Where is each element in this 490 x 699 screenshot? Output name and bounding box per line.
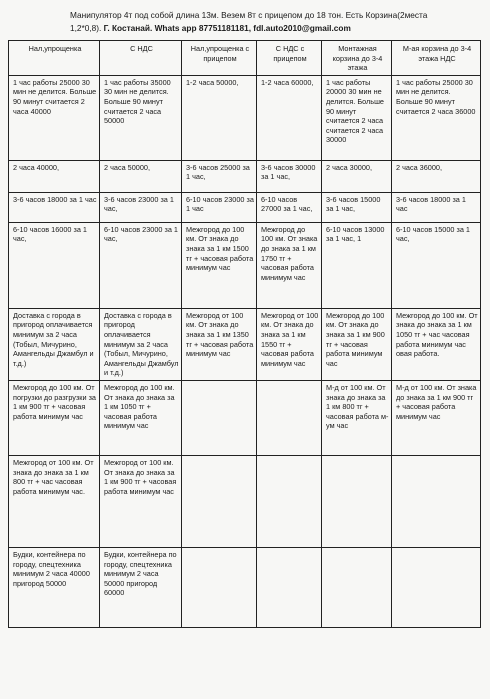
table-cell: Доставка с города в пригород оплачивается минимум за 2 часа (Тобыл, Мичурино, Амангельды Джамбул и т.д.) xyxy=(9,308,100,380)
table-cell xyxy=(257,380,322,455)
table-row xyxy=(9,75,481,160)
table-cell: Межгород до 100 км. От знака до знака за 1 км 1500 тг + часовая работа минимум час xyxy=(182,222,257,308)
column-header: С НДС xyxy=(100,41,182,76)
column-header: М-ая корзина до 3-4 этажа НДС xyxy=(392,41,481,76)
table-row xyxy=(9,380,481,455)
table-cell: 6-10 часов 16000 за 1 час, xyxy=(9,222,100,308)
table-cell xyxy=(322,547,392,627)
table-cell: Межгород до 100 км. От знака до знака за 1 км 1750 тг + часовая работа минимум час xyxy=(257,222,322,308)
table-header-row xyxy=(9,41,481,76)
table-row xyxy=(9,192,481,222)
table-row xyxy=(9,160,481,192)
table-cell xyxy=(182,547,257,627)
table-cell: Доставка с города в пригород оплачивается минимум за 2 часа (Тобыл, Мичурино, Амангельды Джамбул и т.д.) xyxy=(100,308,182,380)
table-cell: Межгород до 100 км. От знака до знака за 1 км 900 тг + часовая работа минимум час xyxy=(322,308,392,380)
table-cell: Межгород от 100 км. От знака до знака за 1 км 900 тг + часовая работа минимум час xyxy=(100,455,182,547)
column-header: Нал,упрощенка с прицепом xyxy=(182,41,257,76)
table-cell: 3-6 часов 30000 за 1 час, xyxy=(257,160,322,192)
table-cell xyxy=(182,455,257,547)
header-line-2 xyxy=(70,22,480,35)
table-cell xyxy=(392,455,481,547)
table-cell xyxy=(257,547,322,627)
table-cell: 2 часа 40000, xyxy=(9,160,100,192)
table-cell: 1 час работы 25000 30 мин не делится. Больше 90 минут считается 2 часа 40000 xyxy=(9,75,100,160)
table-cell: 1 час работы 25000 30 мин не делится. Больше 90 минут считается 2 часа 36000 xyxy=(392,75,481,160)
table-row xyxy=(9,308,481,380)
table-cell: Будки, контейнера по городу, спецтехника минимум 2 часа 40000 пригород 50000 xyxy=(9,547,100,627)
table-cell: М-д от 100 км. От знака до знака за 1 км 800 тг + часовая работа м-ум час xyxy=(322,380,392,455)
table-cell: 1-2 часа 50000, xyxy=(182,75,257,160)
table-cell: Межгород до 100 км. От знака до знака за 1 км 1050 тг + часовая работа минимум час xyxy=(100,380,182,455)
table-cell: М-д от 100 км. От знака до знака за 1 км 900 тг + часовая работа минимум час xyxy=(392,380,481,455)
table-cell: 2 часа 36000, xyxy=(392,160,481,192)
table-cell: 2 часа 30000, xyxy=(322,160,392,192)
table-cell: 6-10 часов 23000 за 1 час xyxy=(182,192,257,222)
header-line-2-prefix: 1,2*0,8). xyxy=(70,23,104,33)
table-cell: 2 часа 50000, xyxy=(100,160,182,192)
table-cell: 1 час работы 35000 30 мин не делится. Больше 90 минут считается 2 часа 50000 xyxy=(100,75,182,160)
column-header: Нал,упрощенка xyxy=(9,41,100,76)
table-cell: Межгород от 100 км. От знака до знака за 1 км 1550 тг + часовая работа минимум час xyxy=(257,308,322,380)
table-cell: 1-2 часа 60000, xyxy=(257,75,322,160)
table-cell: 1 час работы 20000 30 мин не делится. Больше 90 минут считается 2 часа считается 2 часа 30000 xyxy=(322,75,392,160)
table-cell: 3-6 часов 18000 за 1 час xyxy=(9,192,100,222)
table-cell: 3-6 часов 18000 за 1 час xyxy=(392,192,481,222)
table-cell: 6-10 часов 15000 за 1 час, xyxy=(392,222,481,308)
price-table xyxy=(8,40,481,628)
table-cell xyxy=(392,547,481,627)
table-cell: Межгород до 100 км. От знака до знака за 1 км 1050 тг + час часовая работа минимум час овая работа. xyxy=(392,308,481,380)
table-cell: Межгород от 100 км. От знака до знака за 1 км 1350 тг + часовая работа минимум час xyxy=(182,308,257,380)
table-cell: 6-10 часов 23000 за 1 час, xyxy=(100,222,182,308)
document-header xyxy=(70,9,480,35)
table-cell: Будки, контейнера по городу, спецтехника минимум 2 часа 50000 пригород 60000 xyxy=(100,547,182,627)
column-header: С НДС с прицепом xyxy=(257,41,322,76)
table-row xyxy=(9,455,481,547)
table-cell: 6-10 часов 27000 за 1 час, xyxy=(257,192,322,222)
table-cell: 3-6 часов 15000 за 1 час, xyxy=(322,192,392,222)
table-cell xyxy=(257,455,322,547)
table-cell xyxy=(322,455,392,547)
table-row xyxy=(9,222,481,308)
table-cell: Межгород до 100 км. От погрузки до разгрузки за 1 км 900 тг + часовая работа минимум час xyxy=(9,380,100,455)
column-header: Монтажная корзина до 3-4 этажа xyxy=(322,41,392,76)
table-row xyxy=(9,547,481,627)
table-cell: Межгород от 100 км. От знака до знака за 1 км 800 тг + час часовая работа минимум час. xyxy=(9,455,100,547)
header-contacts: Г. Костанай. Whats app 87751181181, fdl.auto2010@gmail.com xyxy=(103,23,351,33)
table-cell: 6-10 часов 13000 за 1 час, 1 xyxy=(322,222,392,308)
table-cell xyxy=(182,380,257,455)
table-cell: 3-6 часов 23000 за 1 час, xyxy=(100,192,182,222)
header-line-1: Манипулятор 4т под собой длина 13м. Везем 8т с прицепом до 18 тон. Есть Корзина(2места xyxy=(70,10,428,20)
table-cell: 3-6 часов 25000 за 1 час, xyxy=(182,160,257,192)
